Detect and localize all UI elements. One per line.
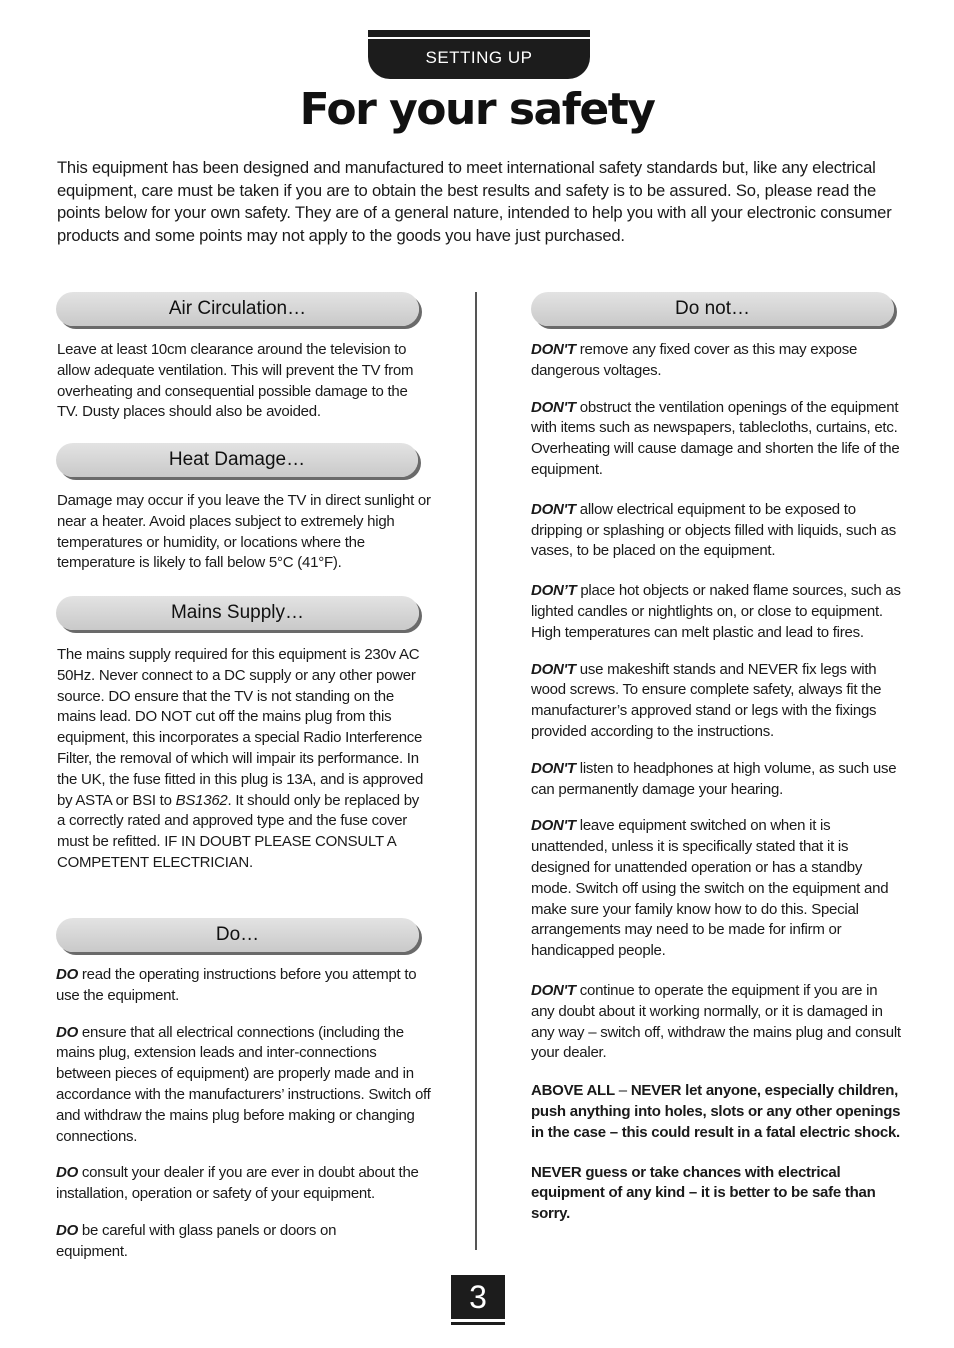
section-tab [368,30,590,79]
above-all-separator: – [614,1082,631,1100]
column-divider [475,292,477,1250]
mains-text-a: The mains supply required for this equipment is 230v AC 50Hz. Never connect to a DC supply or any other power source. DO ensure that the TV is not standing on the mains lead. DO NOT cut off the mains plug from this equipment, this incorporates a special Radio Interference Filter, the removal of which will impair its performance. In the UK, the fuse fitted in this plug is 13A, and is approved by ASTA or BSI to [57,646,424,809]
mains-supply-paragraph [57,645,427,874]
do-keyword: DO [56,1164,78,1182]
do-heading: Do… [56,918,419,952]
do-item [56,1221,346,1263]
dont-keyword: DON'T [531,759,576,777]
heat-damage-text [57,491,433,574]
do-keyword: DO [56,966,78,983]
do-not-item [531,981,901,1064]
do-item [56,1163,431,1205]
above-all-text: NEVER let anyone, especially children, push anything into holes, slots or any other openings in the case – this could result in a fatal electric shock. [531,1082,901,1141]
do-not-item-text: use makeshift stands and NEVER fix legs with wood screws. To ensure complete safety, always fit the manufacturer’s approved stand or legs with the fixings provided according to the instructions. [531,660,882,740]
do-not-heading: Do not… [531,292,894,326]
do-not-item-text: listen to headphones at high volume, as such use can permanently damage your hearing. [531,759,897,798]
do-not-item [531,816,901,962]
air-circulation-text [57,340,432,423]
above-all-keyword: ABOVE ALL [531,1082,615,1100]
do-not-item [531,660,901,743]
do-not-item [531,398,901,481]
page-title: For your safety [299,84,655,135]
do-item-text: read the operating instructions before you attempt to use the equipment. [56,966,417,1004]
do-item-text: be careful with glass panels or doors on equipment. [56,1221,337,1260]
above-all-warning [531,1081,901,1143]
do-list [56,965,431,1263]
do-item [56,965,431,1007]
do-not-item-text: leave equipment switched on when it is unattended, unless it is specifically stated that it is designed for unattended operation or has a standby mode. Switch off using the switch on the equipment and make sure your family know how to do this. Special arrangements may need to be made for infirm or handicapped people. [531,817,889,960]
dont-keyword: DON'T [531,398,576,416]
do-not-item [531,581,901,643]
mains-text-b: . It should only be replaced by a correctly rated and approved type and the fuse cover must be refitted. IF IN DOUBT PLEASE CONSULT A COMPETENT ELECTRICIAN. [57,791,420,871]
dont-keyword: DON'T [531,981,576,999]
do-item [56,1023,431,1148]
mains-supply-text [57,645,427,874]
page-number-underline [451,1322,505,1325]
air-circulation-paragraph: Leave at least 10cm clearance around the television to allow adequate ventilation. This will prevent the TV from overheating and consequential possible damage to the TV. Dusty places should also be avoided. [57,341,414,421]
do-keyword: DO [56,1221,78,1239]
section-tab-label: SETTING UP [425,48,533,67]
intro-paragraph: This equipment has been designed and manufactured to meet international safety standards but, like any electrical equipment, care must be taken if you are to obtain the best results and safety is to be assured. So, please read the points below for your own safety. They are of a general nature, intended to help you with all your electronic consumer products and some points may not apply to the goods you have just purchased. [57,158,892,246]
mains-standard: BS1362 [175,791,228,809]
heat-damage-heading: Heat Damage… [56,443,418,477]
do-keyword: DO [56,1023,78,1041]
do-item-text: ensure that all electrical connections (including the mains plug, extension leads and inter-connections between pieces of equipment) are properly made and in accordance with the manufacturers’ instructions. Switch off and withdraw the mains plug before making or changing connections. [56,1023,431,1145]
do-item-text: consult your dealer if you are ever in doubt about the installation, operation or safety of your equipment. [56,1164,419,1203]
do-not-item-text: continue to operate the equipment if you are in any doubt about it working normally, or it is damaged in any way – switch off, withdraw the mains plug and consult your dealer. [531,981,901,1062]
do-not-item-text: obstruct the ventilation openings of the equipment with items such as newspapers, tablecloths, curtains, etc. Overheating will cause damage and shorten the life of the equipment. [531,398,900,478]
never-warning: NEVER guess or take chances with electrical equipment of any kind – it is better to be safe than sorry. [531,1163,876,1223]
do-not-item-text: place hot objects or naked flame sources, such as lighted candles or nightlights on, or close to equipment. High temperatures can melt plastic and lead to fires. [531,582,901,641]
dont-keyword: DON'T [531,817,576,835]
dont-keyword: DON'T [531,660,576,678]
heat-damage-paragraph: Damage may occur if you leave the TV in direct sunlight or near a heater. Avoid places subject to extremely high temperatures or humidity, or locations where the temperature is likely to fall below 5°C (41°F). [57,492,431,572]
do-not-item-text: remove any fixed cover as this may expose dangerous voltages. [531,341,858,379]
page-number: 3 [451,1275,505,1319]
dont-keyword: DON'T [531,341,576,358]
dont-keyword: DON’T [531,582,577,600]
do-not-item [531,500,901,562]
do-not-item-text: allow electrical equipment to be exposed to dripping or splashing or objects filled with liquids, such as vases, to be placed on the equipment. [531,500,896,560]
mains-supply-heading: Mains Supply… [56,596,419,630]
do-not-item [531,340,901,382]
air-circulation-heading: Air Circulation… [56,292,419,326]
do-not-list [531,340,901,1225]
dont-keyword: DON'T [531,500,576,518]
do-not-item [531,759,901,801]
